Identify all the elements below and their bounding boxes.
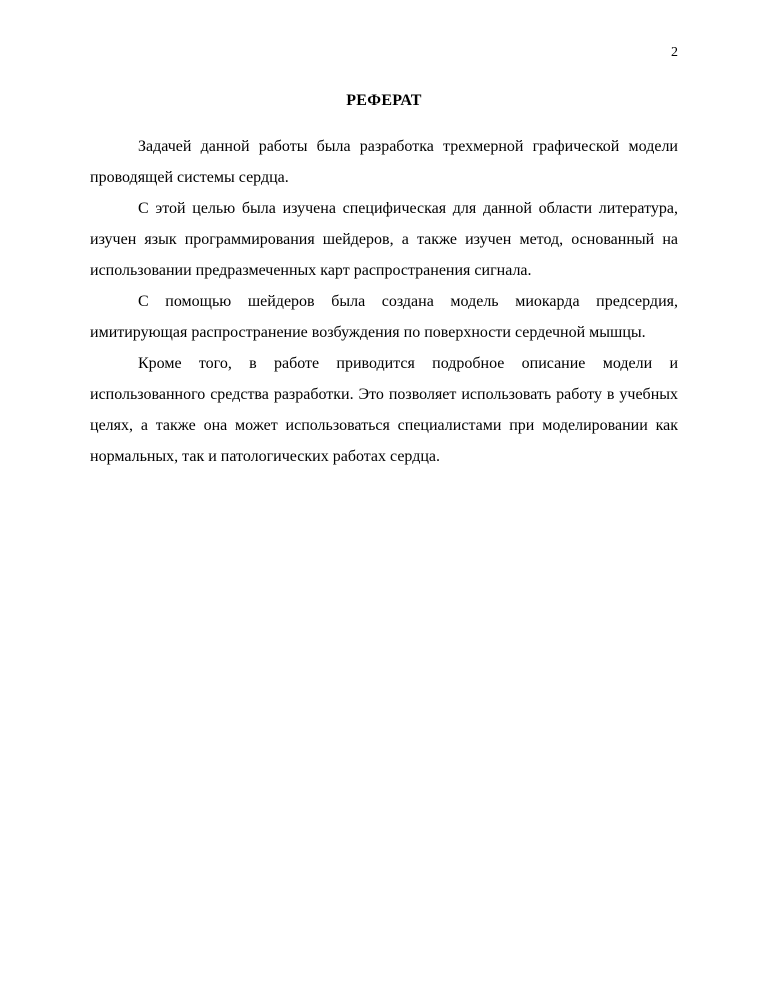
abstract-body <box>90 131 678 472</box>
paragraph-study: С этой целью была изучена специфическая для данной области литература, изучен язык программирования шейдеров, а также изучен метод, основанный на использовании предразмеченных карт распространения сигнала. <box>90 200 678 279</box>
paragraph-task: Задачей данной работы была разработка трехмерной графической модели проводящей системы сердца. <box>90 138 678 186</box>
page-number: 2 <box>671 45 678 60</box>
paragraph-model: С помощью шейдеров была создана модель миокарда предсердия, имитирующая распространение возбуждения по поверхности сердечной мышцы. <box>90 293 678 341</box>
page-title: РЕФЕРАТ <box>346 92 422 109</box>
paragraph-usage: Кроме того, в работе приводится подробное описание модели и использованного средства разработки. Это позволяет использовать работу в учебных целях, а также она может использоваться специалистами при моделировании как нормальных, так и патологических работах сердца. <box>90 355 678 465</box>
